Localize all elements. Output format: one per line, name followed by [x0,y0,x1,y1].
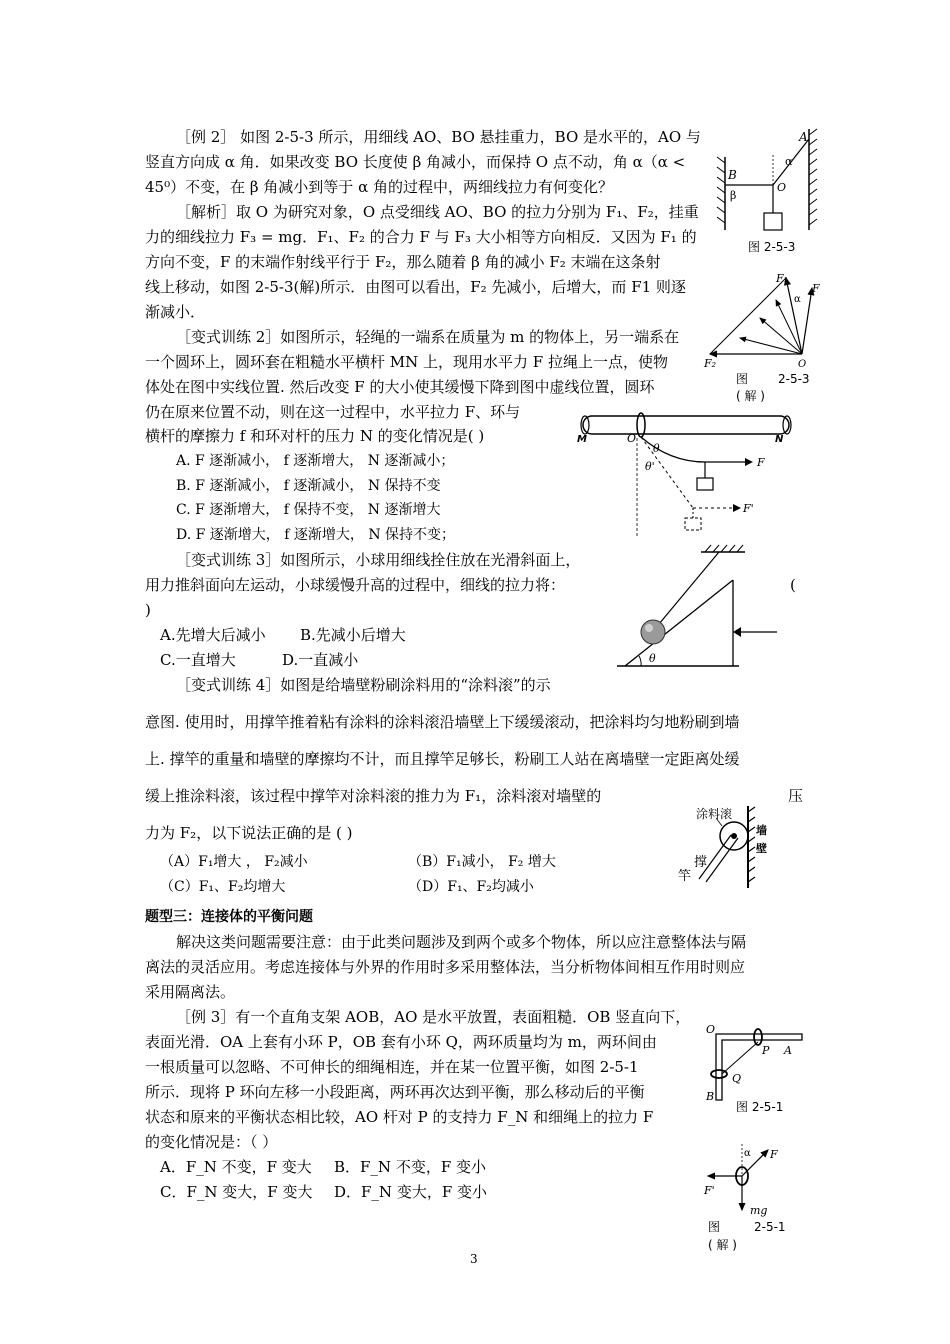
figmn-label-F: F [757,456,765,469]
figure-2-5-1 [700,1020,810,1102]
analysis-line4: 线上移动，如图 2-5-3(解)所示．由图可以看出，F₂ 先减小，后增大，而 F1 则逐 [145,278,686,296]
figmn-label-theta-prime: θ' [645,460,655,473]
variant2-option-a: A. F 逐渐减小， f 逐渐增大， N 逐渐减小； [176,453,455,469]
fig253j-label-alpha: α [794,294,801,305]
variant4-option-a: （A）F₁增大 ， F₂减小 [160,854,308,870]
figroll-label-rod-1: 撑 [694,855,708,870]
fig251j-caption-3: ( 解 ) [708,1238,737,1252]
fig253-label-B: B [728,168,737,182]
example3-option-a: A．F_N 不变，F 变大 [160,1158,312,1176]
variant4-option-c: （C）F₁、F₂均增大 [160,879,286,895]
fig251-label-O: O [706,1023,716,1036]
example2-line3: 45⁰）不变，在 β 角减小到等于 α 角的过程中，两细线拉力有何变化？ [145,178,613,196]
fig251-label-P: P [762,1044,770,1057]
analysis-line1: ［解析］取 O 为研究对象，O 点受细线 AO、BO 的拉力分别为 F₁、F₂，挂重 [176,203,699,221]
figslope-label-theta: θ [649,652,656,665]
figroll-label-roller: 涂料滚 [696,807,733,821]
variant3-option-b: B.先减小后增大 [300,626,406,644]
variant2-line4: 仍在原来位置不动，则在这一过程中，水平拉力 F、环与 [145,403,521,421]
figroll-label-wall-2: 壁 [756,842,767,855]
fig251-label-B: B [706,1090,715,1102]
variant3-option-a: A.先增大后减小 [160,626,266,644]
example3-option-b: B．F_N 不变，F 变小 [334,1158,487,1176]
fig253-label-A: A [799,130,808,144]
variant4-line4-end: 压 [788,787,804,805]
figmn-label-M: M [577,434,587,445]
fig253-label-beta: β [730,189,737,202]
example3-line2: 表面光滑．OA 上套有小环 P，OB 套有小环 Q，两环质量均为 m，两环间由 [145,1033,657,1051]
example3-line5: 状态和原来的平衡状态相比较，AO 杆对 P 的支持力 F_N 和细绳上的拉力 F [145,1108,654,1126]
variant3-option-d: D.一直减小 [282,651,359,669]
fig251-label-Q: Q [732,1072,742,1085]
type3-paragraph-line1: 解决这类问题需要注意：由于此类问题涉及到两个或多个物体，所以应注意整体法与隔 [176,933,747,951]
fig253-label-alpha: α [785,155,793,168]
figure-2-5-1-solution [700,1138,790,1218]
figure-2-5-3-solution [700,268,830,370]
fig253j-label-F1: F₁ [776,272,789,285]
page-number: 3 [470,1252,478,1266]
fig253j-label-O: O [798,359,807,370]
analysis-line2: 力的细线拉力 F₃ = mg．F₁、F₂ 的合力 F 与 F₃ 大小相等方向相反．又因为 F₁ 的 [145,228,697,246]
variant2-option-c: C. F 逐渐增大， f 保持不变， N 逐渐增大 [176,502,441,518]
fig253j-caption-1: 图 [736,372,749,386]
variant3-paren-close: ) [145,601,151,619]
figroll-label-wall-1: 墙 [756,824,767,837]
figure-rod-mn [575,412,800,540]
fig253j-caption-3: ( 解 ) [736,389,765,403]
fig251j-label-mg: mg [750,1204,768,1217]
fig251j-label-F: F [770,1148,778,1161]
type3-paragraph-line3: 采用隔离法。 [145,983,236,1001]
figure-paint-roller [672,800,772,892]
figmn-label-F-prime: F' [743,502,754,515]
fig251j-caption-2: 2-5-1 [754,1220,786,1234]
variant2-line5: 横杆的摩擦力 f 和环对杆的压力 N 的变化情况是( ) [145,427,485,445]
example3-line1: ［例 3］有一个直角支架 AOB，AO 是水平放置，表面粗糙．OB 竖直向下， [176,1008,691,1026]
fig253j-label-F2: F₂ [704,357,717,370]
variant4-line3: 上. 撑竿的重量和墙壁的摩擦均不计，而且撑竿足够长，粉刷工人站在离墙壁一定距离处缓 [145,750,740,768]
fig251j-label-alpha: α [744,1148,751,1159]
example2-line2: 竖直方向成 α 角．如果改变 BO 长度使 β 角减小，而保持 O 点不动，角 α（α < [145,153,686,171]
example3-option-c: C．F_N 变大，F 变大 [160,1183,313,1201]
analysis-line5: 渐减小． [145,303,206,321]
variant2-line3: 体处在图中实线位置. 然后改变 F 的大小使其缓慢下降到图中虚线位置，圆环 [145,378,655,396]
fig253-label-O: O [777,181,787,194]
figroll-label-rod-2: 竿 [678,869,692,884]
fig251j-caption-1: 图 [708,1220,721,1234]
example2-line1: ［例 2］ 如图 2-5-3 所示，用细线 AO、BO 悬挂重力，BO 是水平的，AO 与 [176,128,701,146]
figmn-label-N: N [775,434,784,445]
variant3-line1: ［变式训练 3］如图所示，小球用细线拴住放在光滑斜面上， [176,551,581,569]
figmn-label-theta: θ [653,442,660,455]
example3-line3: 一根质量可以忽略、不可伸长的细绳相连，并在某一位置平衡，如图 2-5-1 [145,1058,639,1076]
variant3-option-c: C.一直增大 [160,651,236,669]
example3-line6: 的变化情况是：（ ） [145,1133,278,1151]
fig253-caption: 图 2-5-3 [748,240,796,254]
type3-paragraph-line2: 离法的灵活应用。考虑连接体与外界的作用时多采用整体法，当分析物体间相互作用时则应 [145,958,746,976]
section-title-type3: 题型三：连接体的平衡问题 [145,909,313,925]
variant2-option-d: D. F 逐渐增大， f 逐渐增大， N 保持不变； [176,527,456,543]
fig251j-label-F-prime: F' [704,1184,715,1197]
variant2-line2: 一个圆环上，圆环套在粗糙水平横杆 MN 上，现用水平力 F 拉绳上一点，使物 [145,353,668,371]
analysis-line3: 方向不变，F 的末端作射线平行于 F₂，那么随着 β 角的减小 F₂ 末端在这条射 [145,253,661,271]
fig251-label-A: A [784,1044,792,1057]
variant3-line2: 用力推斜面向左运动，小球缓慢升高的过程中，细线的拉力将： [145,576,566,594]
variant2-line1: ［变式训练 2］如图所示，轻绳的一端系在质量为 m 的物体上，另一端系在 [176,328,680,346]
variant4-option-b: （B）F₁减小， F₂ 增大 [408,854,556,870]
figmn-label-O: O [627,432,637,445]
variant4-option-d: （D）F₁、F₂均减小 [408,879,534,895]
variant4-line2: 意图. 使用时，用撑竿推着粘有涂料的涂料滚沿墙壁上下缓缓滚动，把涂料均匀地粉刷到墙 [145,713,740,731]
figure-ball-on-slope [615,540,785,670]
fig253j-label-F: F [812,282,820,295]
example3-line4: 所示．现将 P 环向左移一小段距离，两环再次达到平衡，那么移动后的平衡 [145,1083,645,1101]
variant4-line1: ［变式训练 4］如图是给墙壁粉刷涂料用的“涂料滚”的示 [176,676,551,694]
variant2-option-b: B. F 逐渐减小， f 逐渐减小， N 保持不变 [176,478,441,494]
variant3-paren-open: ( [790,576,796,594]
example3-option-d: D．F_N 变大，F 变小 [334,1183,488,1201]
variant4-line5: 力为 F₂，以下说法正确的是 ( ) [145,824,353,842]
variant4-line4: 缓上推涂料滚，该过程中撑竿对涂料滚的推力为 F₁，涂料滚对墙壁的 [145,787,602,805]
fig251-caption: 图 2-5-1 [736,1100,784,1114]
fig253j-caption-2: 2-5-3 [778,372,810,386]
